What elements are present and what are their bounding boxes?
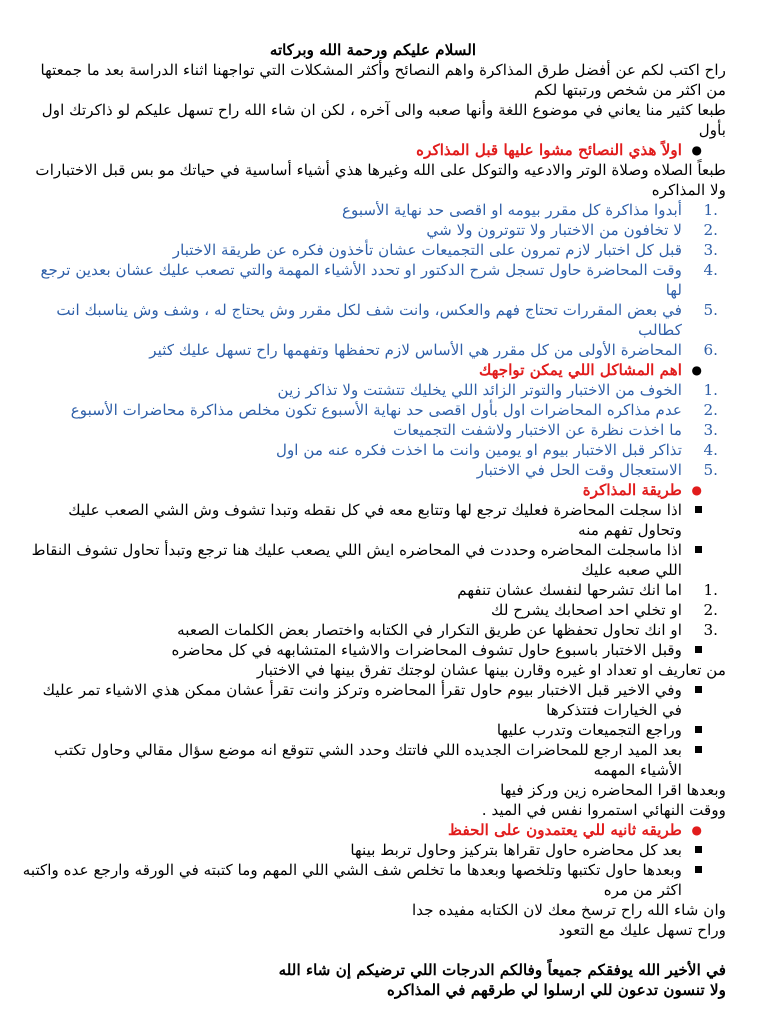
list-item: 5. في بعض المقررات تحتاج فهم والعكس، وانت شف لكل مقرر وش يحتاج له ، وشف وش يناسبك انت كطالب (56, 301, 718, 339)
bullet-dot-icon: ● (691, 143, 702, 157)
list-item: 5. الاستعجال وقت الحل في الاختبار (476, 461, 718, 479)
list-item: بعد الميد ارجع للمحاضرات الجديده اللي فاتتك وحدد الشي تتوقع انه موضع سؤال مقالي وحاول تكتب الأشياء المهمه (20, 740, 726, 780)
closing-line-2: ولا تنسون تدعون للي ارسلوا لي طرقهم في المذاكره (386, 981, 726, 999)
list-item: 1. الخوف من الاختبار والتوتر الزائد اللي يخليك تتشتت ولا تذاكر زين (277, 381, 718, 399)
square-bullet-icon (695, 686, 702, 693)
closing-line-1: في الأخير الله يوفقكم جميعاً وفالكم الدرجات اللي ترضيكم إن شاء الله (278, 961, 726, 979)
section3-heading: ● طريقة المذاكرة (582, 481, 702, 499)
section4-heading: ● طريقه ثانيه للي يعتمدون على الحفظ (448, 821, 702, 839)
list-item: وفي الاخير قبل الاختبار بيوم حاول تقرأ المحاضره وتركز وانت تقرأ عشان ممكن هذي الاشياء تمر عليك في الخيارات فتتذكرها (20, 680, 726, 720)
list-item: اذا سجلت المحاضرة فعليك ترجع لها وتتابع معه في كل نقطه وتبدا تشوف وش الشي الصعب عليك وتحاول تفهم منه (20, 500, 726, 540)
list-item: بعد كل محاضره حاول تقراها بتركيز وحاول تربط بينها (20, 840, 726, 860)
study-method-bullets (20, 500, 726, 580)
section1-heading: ● اولاً هذي النصائح مشوا عليها قبل المذاكره (416, 141, 702, 159)
section1-heading-list (20, 140, 726, 160)
section2-heading: ● اهم المشاكل اللي يمكن تواجهك (479, 361, 702, 379)
after-mid-note-2: ووقت النهائي استمروا نفس في الميد . (481, 801, 726, 819)
square-bullet-icon (695, 646, 702, 653)
square-bullet-icon (695, 866, 702, 873)
pre-exam-bullet (20, 640, 726, 660)
intro-paragraph-2: طبعا كثير منا يعاني في موضوع اللغة وأنها صعبه والى آخره ، لكن ان شاء الله راح تسهل عليكم لو ذاكرتك اول بأول (41, 101, 726, 139)
memorization-note-2: وراح تسهل عليك مع التعود (558, 921, 726, 939)
list-item: 4. تذاكر قبل الاختبار بيوم او يومين وانت ما اخذت فكره عنه من اول (275, 441, 718, 459)
tips-list (20, 200, 726, 360)
spacer (20, 940, 726, 960)
list-item: وبعدها حاول تكتبها وتلخصها وبعدها ما تخلص شف الشي اللي المهم وما كتبته في الورقه وارجع عده واكتبه اكثر من مره (20, 860, 726, 900)
list-item: 3. ما اخذت نظرة عن الاختبار ولاشفت التجميعات (393, 421, 718, 439)
square-bullet-icon (695, 746, 702, 753)
list-item: 3. قبل كل اختبار لازم تمرون على التجميعات عشان تأخذون فكره عن طريقة الاختبار (172, 241, 718, 259)
section4-heading-list (20, 820, 726, 840)
list-item: 2. لا تخافون من الاختبار ولا تتوترون ولا شي (426, 221, 718, 239)
list-item: 2. عدم مذاكره المحاضرات اول بأول اقصى حد نهاية الأسبوع تكون مخلص مذاكرة محاضرات الأسبوع (70, 401, 718, 419)
problems-list (20, 380, 726, 480)
memorization-note-1: وان شاء الله راح ترسخ معك لان الكتابه مفيده جدا (412, 901, 726, 919)
list-item: 1. اما انك تشرحها لنفسك عشان تنفهم (457, 581, 718, 599)
comparison-note: من تعاريف او تعداد او غيره وقارن بينها عشان لوجتك تفرق بينها في الاختبار (256, 661, 726, 679)
final-review-bullets (20, 680, 726, 780)
square-bullet-icon (695, 846, 702, 853)
bullet-dot-icon: ● (691, 823, 702, 837)
bullet-dot-icon: ● (691, 363, 702, 377)
bullet-dot-icon: ● (691, 483, 702, 497)
list-item: 3. او انك تحاول تحفظها عن طريق التكرار في الكتابه واختصار بعض الكلمات الصعبه (177, 621, 718, 639)
section1-note: طبعاً الصلاه وصلاة الوتر والادعيه والتوكل على الله وغيرها هذي أشياء أساسية في حياتك مو بس قبل الاختبارات ولا المذاكره (35, 161, 726, 199)
list-item: 1. أبدوا مذاكرة كل مقرر بيومه او اقصى حد نهاية الأسبوع (341, 201, 718, 219)
document-body (20, 40, 726, 1000)
list-item: اذا ماسجلت المحاضره وحددت في المحاضره ايش اللي يصعب عليك هنا ترجع وتبدأ تحاول تشوف النقاط اللي صعبه عليك (20, 540, 726, 580)
list-item: وقبل الاختبار باسبوع حاول تشوف المحاضرات والاشياء المتشابهه في كل محاضره (20, 640, 726, 660)
intro-paragraph-1: راح اكتب لكم عن أفضل طرق المذاكرة واهم النصائح وأكثر المشكلات التي تواجهنا اثناء الدراسة بعد ما جمعتها من اكثر من شخص ورتبتها لكم (40, 61, 726, 99)
square-bullet-icon (695, 726, 702, 733)
section2-heading-list (20, 360, 726, 380)
after-mid-note-1: وبعدها اقرا المحاضره زين وركز فيها (500, 781, 726, 799)
document-title: السلام عليكم ورحمة الله وبركاته (269, 41, 477, 59)
section3-heading-list (20, 480, 726, 500)
study-method-numbered (20, 580, 726, 640)
list-item: 6. المحاضرة الأولى من كل مقرر هي الأساس لازم تحفظها وتفهمها راح تسهل عليك كثير (149, 341, 718, 359)
list-item: 4. وقت المحاضرة حاول تسجل شرح الدكتور او تحدد الأشياء المهمة والتي تصعب عليك عشان بعدين ترجع لها (40, 261, 718, 299)
list-item: 2. او تخلي احد اصحابك يشرح لك (491, 601, 718, 619)
square-bullet-icon (695, 546, 702, 553)
memorization-bullets (20, 840, 726, 900)
list-item: وراجع التجميعات وتدرب عليها (20, 720, 726, 740)
square-bullet-icon (695, 506, 702, 513)
